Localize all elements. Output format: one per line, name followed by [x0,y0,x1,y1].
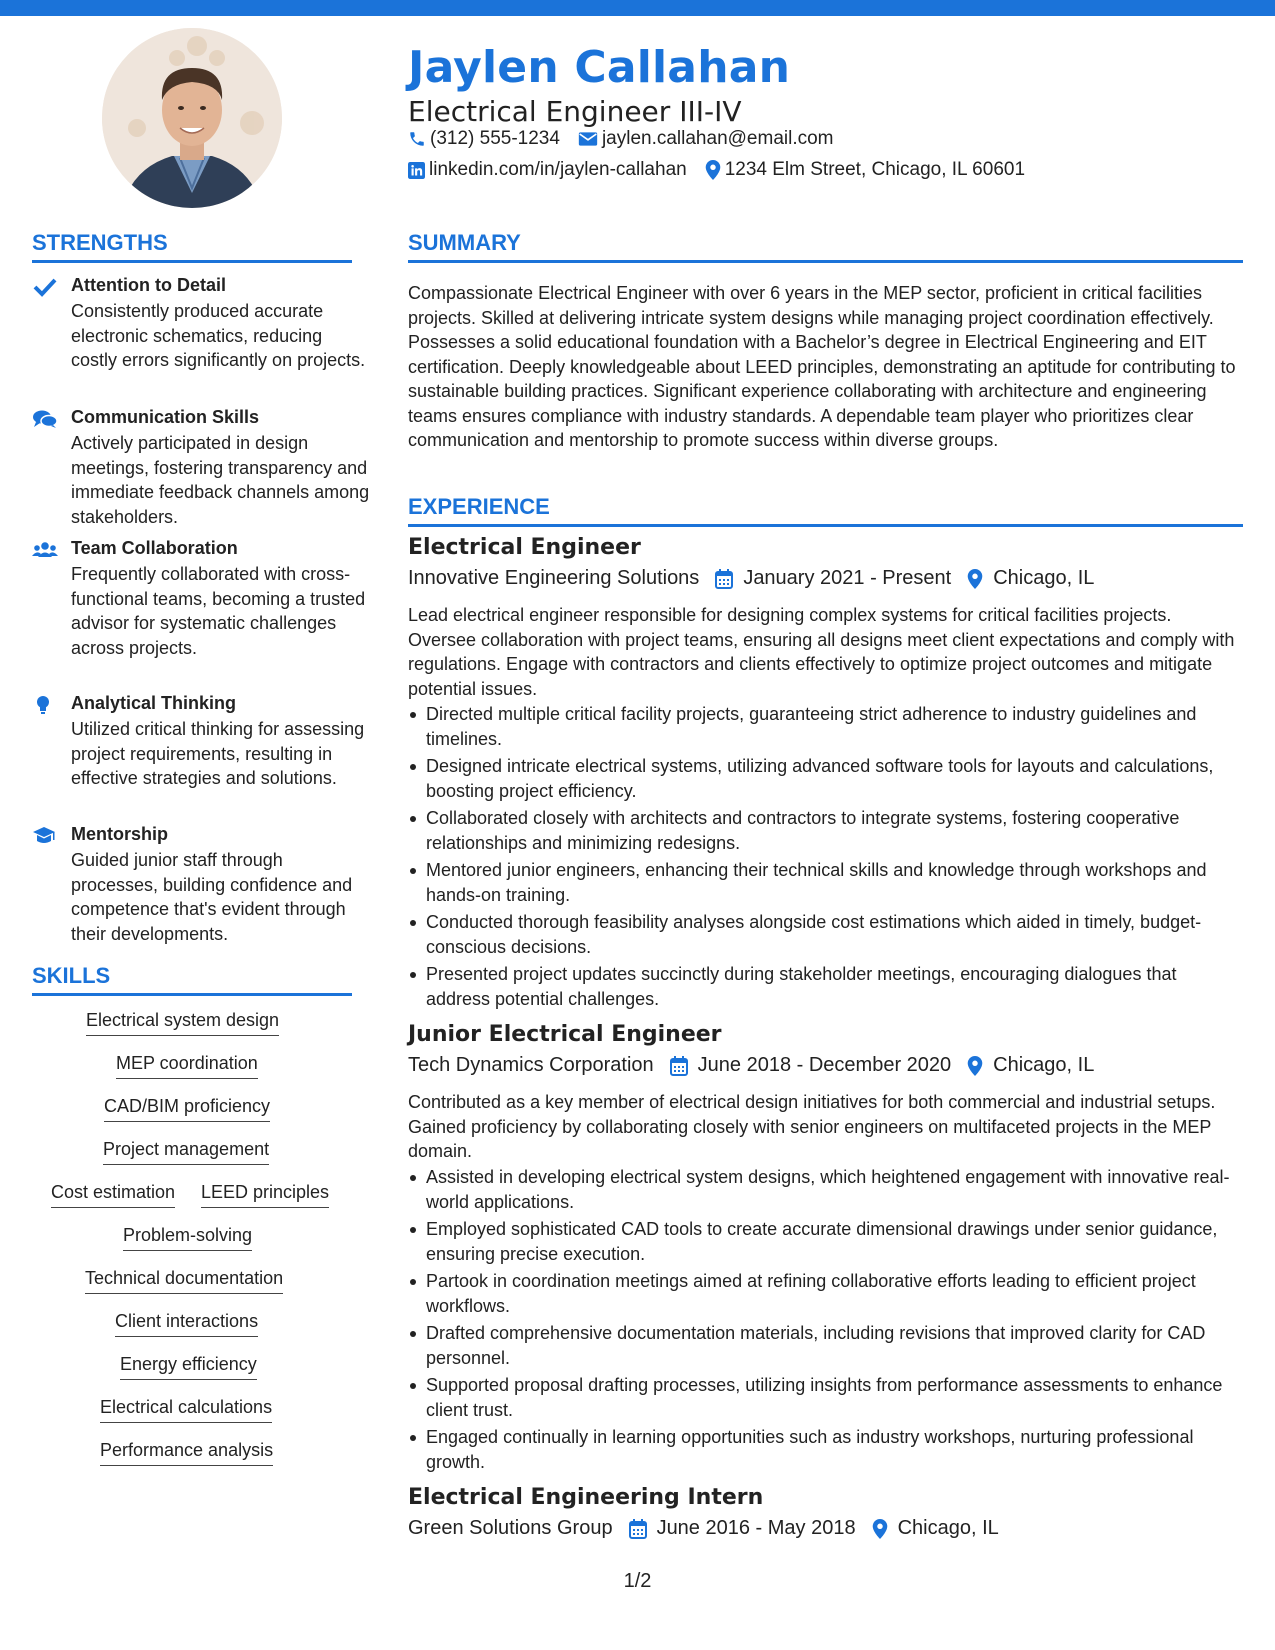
address-text: 1234 Elm Street, Chicago, IL 60601 [724,159,1026,180]
summary-rule [408,260,1243,263]
bullet-item: Employed sophisticated CAD tools to create accurate dimensional drawings under senior guidance, ensuring precise execution. [408,1217,1243,1266]
job-bullets [408,1165,1243,1477]
skill-tag: Performance analysis [100,1440,273,1466]
skill-tag: MEP coordination [116,1053,258,1079]
strength-title: Communication Skills [71,407,260,427]
job-meta [408,1054,1110,1077]
map-pin-icon [967,1056,983,1076]
dates-text: June 2016 - May 2018 [656,1517,856,1539]
map-pin-icon [705,160,721,180]
phone-contact [408,128,560,150]
bullet-item: Drafted comprehensive documentation materials, including revisions that improved clarity for CAD personnel. [408,1321,1243,1370]
job-title: Junior Electrical Engineer [408,1022,722,1047]
bullet-item: Partook in coordination meetings aimed at refining collaborative efforts leading to efficient project workflows. [408,1269,1243,1318]
profile-photo [102,28,282,208]
graduation-cap-icon [32,826,58,846]
bullet-item: Engaged continually in learning opportunities such as industry workshops, nurturing professional growth. [408,1425,1243,1474]
strength-desc: Actively participated in design meetings, fostering transparency and immediate feedback channels among stakeholders. [71,433,370,527]
strength-title: Attention to Detail [71,275,226,295]
checkmark-icon [32,277,58,297]
skill-tag: Electrical calculations [100,1397,272,1423]
job-dates [715,567,951,590]
company-text: Innovative Engineering Solutions [408,567,700,589]
strength-title: Mentorship [71,824,168,844]
candidate-name: Jaylen Callahan [408,42,791,93]
skill-tag: Project management [103,1139,269,1165]
linkedin-contact[interactable] [408,159,687,181]
dates-text: June 2018 - December 2020 [697,1054,952,1076]
strength-desc: Utilized critical thinking for assessing project requirements, resulting in effective strategies and solutions. [71,719,365,788]
job-bullets [408,702,1243,1014]
skill-tag: Cost estimation [51,1182,175,1208]
bullet-item: Directed multiple critical facility projects, guaranteeing strict adherence to industry guidelines and timelines. [408,702,1243,751]
strength-desc: Frequently collaborated with cross-functional teams, becoming a trusted advisor for systematic challenges across projects. [71,564,366,658]
experience-heading: EXPERIENCE [408,494,550,519]
phone-icon [408,130,426,148]
skill-tag: Electrical system design [86,1010,279,1036]
skill-tag: Problem-solving [123,1225,252,1251]
top-accent-bar [0,0,1275,16]
bullet-item: Supported proposal drafting processes, utilizing insights from performance assessments to enhance client trust. [408,1373,1243,1422]
location-text: Chicago, IL [993,567,1095,589]
skills-rule [32,993,352,996]
company-text: Tech Dynamics Corporation [408,1054,654,1076]
job-meta [408,567,1110,590]
job-location [967,567,1094,590]
chat-bubbles-icon [32,409,58,429]
map-pin-icon [967,569,983,589]
lightbulb-icon [32,695,58,715]
job-company [408,1054,654,1077]
envelope-icon [578,131,598,147]
bullet-item: Designed intricate electrical systems, utilizing advanced software tools for layouts and calculations, boosting project efficiency. [408,754,1243,803]
job-title: Electrical Engineer [408,535,641,560]
candidate-role: Electrical Engineer III-IV [408,95,742,128]
phone-text: (312) 555-1234 [430,128,560,149]
bullet-item: Conducted thorough feasibility analyses alongside cost estimations which aided in timely, budget-conscious decisions. [408,910,1243,959]
contact-row-2 [408,159,1043,181]
strength-title: Analytical Thinking [71,693,237,713]
job-description: Contributed as a key member of electrical design initiatives for both commercial and industrial setups. Gained proficiency by collaborating closely with senior engineers on multifaceted projects in the MEP domain. [408,1092,1216,1161]
users-icon [32,540,58,560]
strength-desc: Consistently produced accurate electronic schematics, reducing costly errors significantly on projects. [71,301,366,370]
job-description: Lead electrical engineer responsible for designing complex systems for critical facilities projects. Oversee collaboration with project teams, ensuring all designs meet client expectations and comply with regulations. Engage with contractors and clients effectively to optimize project outcomes and mitigate potential issues. [408,605,1235,699]
job-title: Electrical Engineering Intern [408,1485,764,1510]
email-contact[interactable] [578,128,834,150]
email-text[interactable]: jaylen.callahan@email.com [601,128,834,149]
bullet-item: Presented project updates succinctly during stakeholder meetings, encouraging dialogues that address potential challenges. [408,962,1243,1011]
address-contact [705,159,1025,181]
job-dates [629,1517,856,1540]
job-company [408,1517,613,1540]
map-pin-icon [872,1519,888,1539]
skill-tag: CAD/BIM proficiency [104,1096,270,1122]
dates-text: January 2021 - Present [743,567,952,589]
company-text: Green Solutions Group [408,1517,613,1539]
skill-tag: Energy efficiency [120,1354,257,1380]
strength-desc: Guided junior staff through processes, building confidence and competence that's evident through their developments. [71,850,353,944]
location-text: Chicago, IL [993,1054,1095,1076]
summary-text: Compassionate Electrical Engineer with over 6 years in the MEP sector, proficient in critical facilities projects. Skilled at delivering intricate system designs while managing project coordination effectively. Possesses a solid educational foundation with a Bachelor’s degree in Electrical Engineering and EIT certification. Deeply knowledgeable about LEED principles, demonstrating an aptitude for contributing to sustainable building practices. Significant experience collaborating with architecture and engineering teams ensures compliance with industry standards. A dependable team player who prioritizes clear communication and mentorship to promote success within diverse groups. [408,283,1236,450]
summary-heading: SUMMARY [408,230,521,255]
skill-tag: Technical documentation [85,1268,283,1294]
job-company [408,567,699,590]
contact-row-1 [408,128,852,150]
skill-tag: LEED principles [201,1182,329,1208]
calendar-icon [715,569,733,589]
location-text: Chicago, IL [897,1517,999,1539]
bullet-item: Assisted in developing electrical system designs, which heightened engagement with innovative real-world applications. [408,1165,1243,1214]
page-number: 1/2 [623,1570,652,1592]
linkedin-icon [408,162,425,179]
job-meta [408,1517,1015,1540]
strengths-heading: STRENGTHS [32,230,168,255]
bullet-item: Collaborated closely with architects and contractors to integrate systems, fostering cooperative relationships and minimizing redesigns. [408,806,1243,855]
skill-tag: Client interactions [115,1311,258,1337]
strength-title: Team Collaboration [71,538,238,558]
bullet-item: Mentored junior engineers, enhancing their technical skills and knowledge through workshops and hands-on training. [408,858,1243,907]
skills-heading: SKILLS [32,963,111,988]
job-dates [670,1054,952,1077]
calendar-icon [629,1519,647,1539]
calendar-icon [670,1056,688,1076]
experience-rule [408,524,1243,527]
strengths-rule [32,260,352,263]
job-location [967,1054,1094,1077]
linkedin-text[interactable]: linkedin.com/in/jaylen-callahan [429,159,687,180]
job-location [872,1517,999,1540]
